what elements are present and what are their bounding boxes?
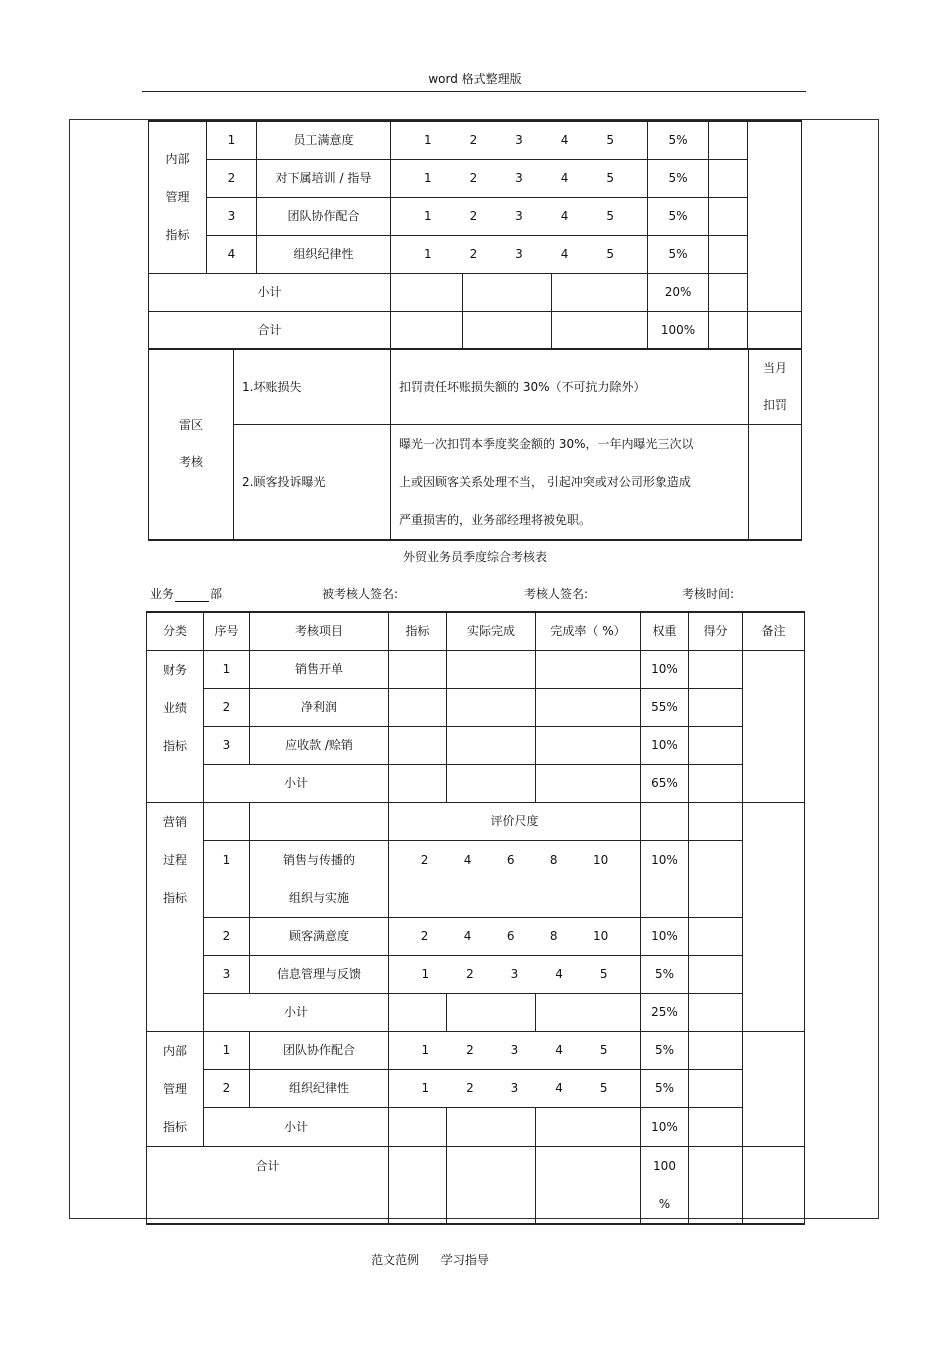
indicator-cell[interactable] xyxy=(389,1146,447,1224)
indicator-cell[interactable] xyxy=(391,273,463,311)
item-name: 净利润 xyxy=(250,688,389,726)
rate-cell[interactable] xyxy=(552,311,648,349)
score-cell[interactable] xyxy=(709,197,748,235)
score-cell[interactable] xyxy=(689,726,743,764)
header-rule xyxy=(142,91,806,92)
rating-scale: 1 2 3 4 5 xyxy=(389,955,641,993)
header-actual: 实际完成 xyxy=(447,612,536,650)
minefield-item-desc: 曝光一次扣罚本季度奖金额的 30%，一年内曝光三次以 上或因顾客关系处理不当， 引起冲突或对公司形象造成 严重损害的，业务部经理将被免职。 xyxy=(391,425,749,541)
score-cell[interactable] xyxy=(689,1108,743,1146)
minefield-item-label: 1.坏账损失 xyxy=(234,349,391,425)
remarks-cell[interactable] xyxy=(743,802,805,1031)
minefield-category: 雷区 考核 xyxy=(149,349,234,541)
rating-scale: 1 2 3 4 5 xyxy=(391,197,648,235)
rating-scale: 1 2 3 4 5 xyxy=(389,1069,641,1107)
subtotal-weight: 20% xyxy=(648,273,709,311)
section-title: 外贸业务员季度综合考核表 xyxy=(402,550,547,564)
internal-management-table xyxy=(148,120,802,350)
score-cell[interactable] xyxy=(689,955,743,993)
total-weight: 100 % xyxy=(641,1146,689,1224)
weight-cell: 55% xyxy=(641,688,689,726)
actual-cell[interactable] xyxy=(447,650,536,688)
weight-cell: 5% xyxy=(648,235,709,273)
department-field[interactable]: 业务 部 xyxy=(150,587,223,601)
weight-cell: 5% xyxy=(648,121,709,159)
assessor-signature[interactable]: 考核人签名: xyxy=(524,587,589,601)
item-name xyxy=(250,802,389,840)
weight-cell: 5% xyxy=(641,1069,689,1107)
score-cell[interactable] xyxy=(689,917,743,955)
header-category: 分类 xyxy=(147,612,204,650)
item-name: 销售与传播的 组织与实施 xyxy=(250,840,389,917)
department-blank[interactable] xyxy=(175,589,209,602)
indicator-cell[interactable] xyxy=(389,1108,447,1146)
weight-cell: 5% xyxy=(648,159,709,197)
row-number: 2 xyxy=(204,1069,250,1107)
score-cell[interactable] xyxy=(709,235,748,273)
indicator-cell[interactable] xyxy=(389,688,447,726)
weight-cell: 10% xyxy=(641,650,689,688)
actual-cell[interactable] xyxy=(463,273,552,311)
score-cell[interactable] xyxy=(689,1146,743,1224)
item-name: 应收款 /赊销 xyxy=(250,726,389,764)
item-name: 销售开单 xyxy=(250,650,389,688)
score-cell[interactable] xyxy=(709,311,748,349)
score-cell[interactable] xyxy=(709,273,748,311)
row-number: 1 xyxy=(204,840,250,917)
page-header: word 格式整理版 xyxy=(428,72,522,86)
score-cell[interactable] xyxy=(689,764,743,802)
subtotal-label: 小计 xyxy=(204,764,389,802)
row-number xyxy=(204,802,250,840)
actual-cell[interactable] xyxy=(447,688,536,726)
remarks-cell[interactable] xyxy=(743,650,805,802)
rate-cell[interactable] xyxy=(536,993,641,1031)
indicator-cell[interactable] xyxy=(389,650,447,688)
subtotal-weight: 25% xyxy=(641,993,689,1031)
minefield-table xyxy=(148,348,802,541)
item-name: 团队协作配合 xyxy=(250,1031,389,1069)
rate-cell[interactable] xyxy=(552,273,648,311)
weight-cell: 5% xyxy=(641,1031,689,1069)
indicator-cell[interactable] xyxy=(389,993,447,1031)
header-no: 序号 xyxy=(204,612,250,650)
total-weight: 100% xyxy=(648,311,709,349)
total-label: 合计 xyxy=(147,1146,389,1224)
indicator-cell[interactable] xyxy=(391,311,463,349)
marketing-category: 营销 过程 指标 xyxy=(147,802,204,1031)
score-cell[interactable] xyxy=(689,840,743,917)
weight-cell: 10% xyxy=(641,917,689,955)
item-name: 对下属培训 / 指导 xyxy=(257,159,391,197)
scale-header: 评价尺度 xyxy=(389,802,641,840)
row-number: 4 xyxy=(207,235,257,273)
header-indicator: 指标 xyxy=(389,612,447,650)
actual-cell[interactable] xyxy=(447,764,536,802)
actual-cell[interactable] xyxy=(447,1146,536,1224)
indicator-cell[interactable] xyxy=(389,764,447,802)
score-cell[interactable] xyxy=(689,1031,743,1069)
row-number: 1 xyxy=(204,650,250,688)
rate-cell[interactable] xyxy=(536,688,641,726)
rating-scale: 1 2 3 4 5 xyxy=(389,1031,641,1069)
minefield-item-label: 2.顾客投诉曝光 xyxy=(234,425,391,541)
category-cell: 内部 管理 指标 xyxy=(149,121,207,273)
subtotal-label: 小计 xyxy=(204,993,389,1031)
internal-category: 内部 管理 指标 xyxy=(147,1031,204,1146)
rating-scale: 1 2 3 4 5 xyxy=(391,159,648,197)
score-cell[interactable] xyxy=(689,802,743,840)
rate-cell[interactable] xyxy=(536,764,641,802)
footer-right: 学习指导 xyxy=(440,1253,489,1267)
rating-scale: 2 4 6 8 10 xyxy=(389,840,641,917)
page-footer xyxy=(0,1251,860,1268)
row-number: 3 xyxy=(207,197,257,235)
rate-cell[interactable] xyxy=(536,650,641,688)
row-number: 2 xyxy=(204,688,250,726)
rating-scale: 1 2 3 4 5 xyxy=(391,121,648,159)
weight-cell: 10% xyxy=(641,840,689,917)
weight-cell: 10% xyxy=(641,726,689,764)
subtotal-label: 小计 xyxy=(149,273,391,311)
row-number: 2 xyxy=(207,159,257,197)
subtotal-weight: 65% xyxy=(641,764,689,802)
item-name: 员工满意度 xyxy=(257,121,391,159)
subtotal-label: 小计 xyxy=(204,1108,389,1146)
actual-cell[interactable] xyxy=(447,993,536,1031)
header-remarks: 备注 xyxy=(743,612,805,650)
item-name: 顾客满意度 xyxy=(250,917,389,955)
minefield-note-empty[interactable] xyxy=(749,425,802,541)
header-score: 得分 xyxy=(689,612,743,650)
subtotal-weight: 10% xyxy=(641,1108,689,1146)
total-label: 合计 xyxy=(149,311,391,349)
item-name: 团队协作配合 xyxy=(257,197,391,235)
remarks-cell[interactable] xyxy=(743,1146,805,1224)
remarks-cell[interactable] xyxy=(748,121,802,311)
rating-scale: 1 2 3 4 5 xyxy=(391,235,648,273)
row-number: 3 xyxy=(204,955,250,993)
finance-category: 财务 业绩 指标 xyxy=(147,650,204,802)
rating-scale: 2 4 6 8 10 xyxy=(389,917,641,955)
minefield-note: 当月 扣罚 xyxy=(749,349,802,425)
item-name: 组织纪律性 xyxy=(257,235,391,273)
row-number: 2 xyxy=(204,917,250,955)
minefield-item-desc: 扣罚责任坏账损失额的 30%（不可抗力除外） xyxy=(391,349,749,425)
actual-cell[interactable] xyxy=(447,726,536,764)
assessment-time[interactable]: 考核时间: xyxy=(682,587,735,601)
weight-cell xyxy=(641,802,689,840)
rate-cell[interactable] xyxy=(536,726,641,764)
item-name: 组织纪律性 xyxy=(250,1069,389,1107)
row-number: 3 xyxy=(204,726,250,764)
header-item: 考核项目 xyxy=(250,612,389,650)
assessee-signature[interactable]: 被考核人签名: xyxy=(322,587,399,601)
rate-cell[interactable] xyxy=(536,1108,641,1146)
weight-cell: 5% xyxy=(641,955,689,993)
row-number: 1 xyxy=(207,121,257,159)
score-cell[interactable] xyxy=(689,1069,743,1107)
actual-cell[interactable] xyxy=(447,1108,536,1146)
row-number: 1 xyxy=(204,1031,250,1069)
header-rate: 完成率（ %） xyxy=(536,612,641,650)
actual-cell[interactable] xyxy=(463,311,552,349)
score-cell[interactable] xyxy=(689,688,743,726)
indicator-cell[interactable] xyxy=(389,726,447,764)
score-cell[interactable] xyxy=(689,650,743,688)
comprehensive-assessment-table xyxy=(146,611,805,1225)
remarks-cell[interactable] xyxy=(748,311,802,349)
score-cell[interactable] xyxy=(689,993,743,1031)
score-cell[interactable] xyxy=(709,159,748,197)
remarks-cell[interactable] xyxy=(743,1031,805,1146)
rate-cell[interactable] xyxy=(536,1146,641,1224)
item-name: 信息管理与反馈 xyxy=(250,955,389,993)
footer-left: 范文范例 xyxy=(371,1253,420,1267)
header-weight: 权重 xyxy=(641,612,689,650)
score-cell[interactable] xyxy=(709,121,748,159)
weight-cell: 5% xyxy=(648,197,709,235)
